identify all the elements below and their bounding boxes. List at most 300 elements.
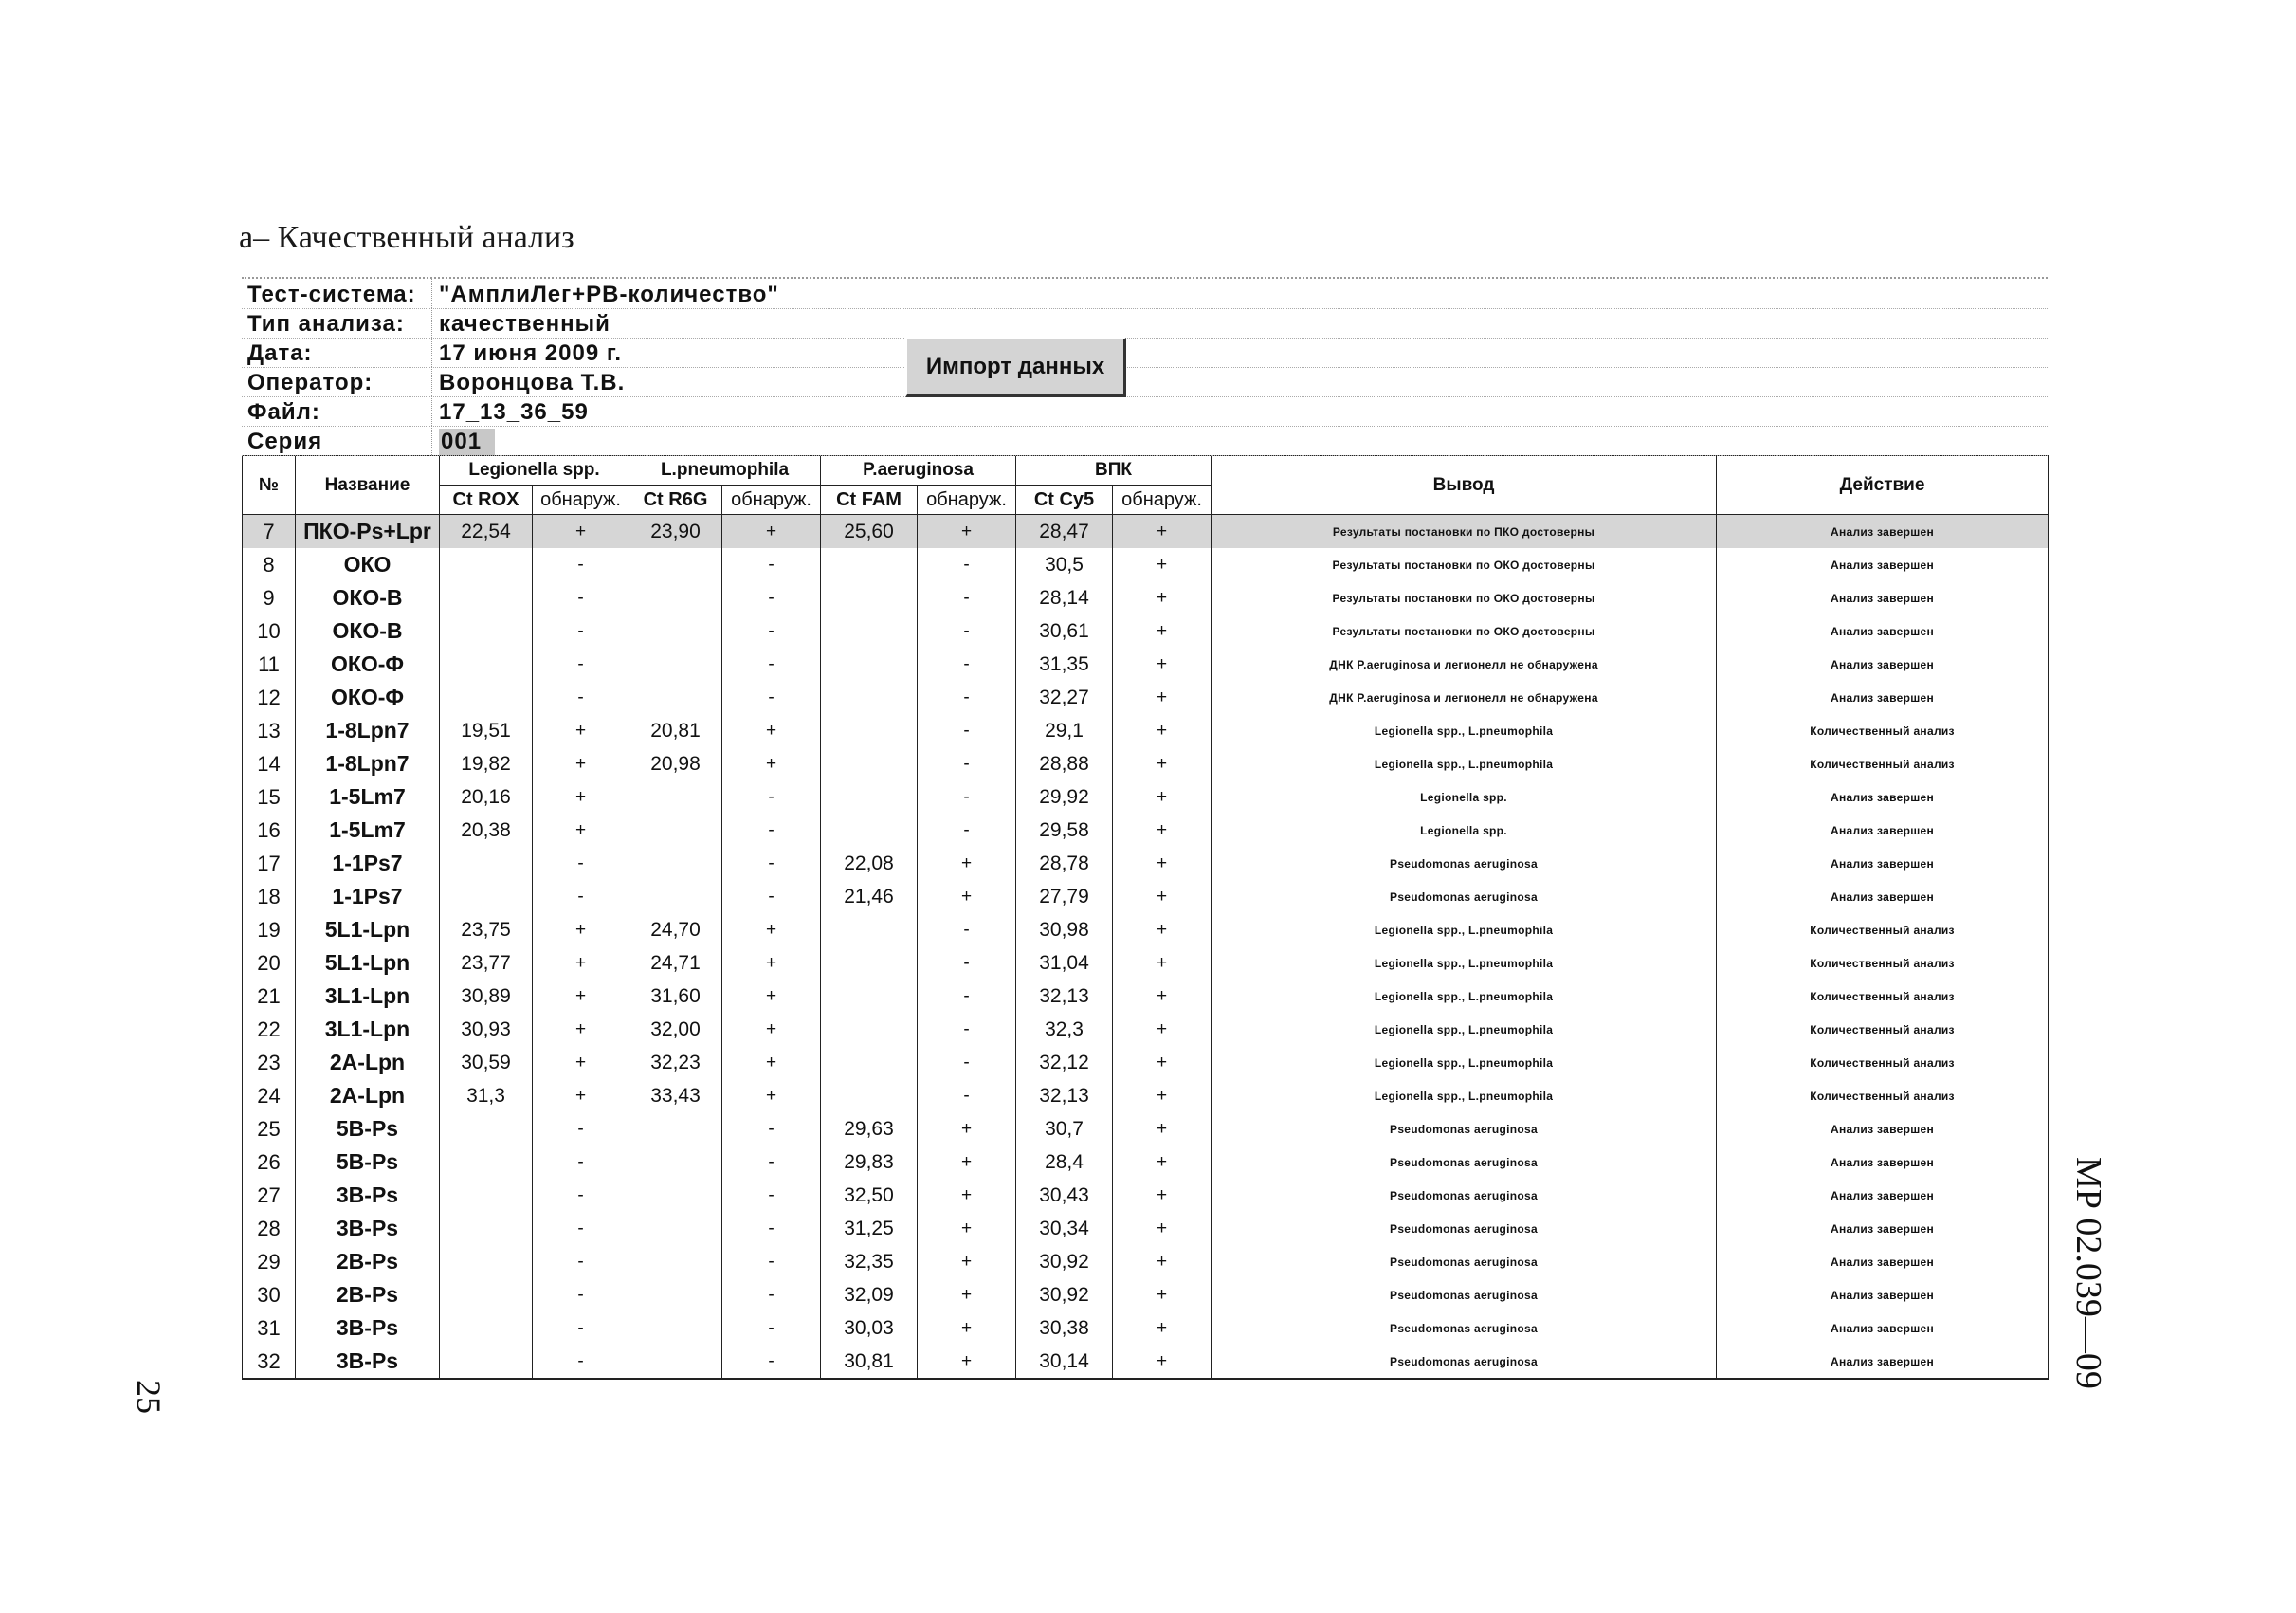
ct-r6g-value[interactable]: 31,60 bbox=[629, 980, 722, 1013]
row-number[interactable]: 16 bbox=[243, 814, 296, 847]
action-text[interactable]: Анализ завершен bbox=[1717, 1311, 2049, 1345]
ct-fam-value[interactable] bbox=[821, 548, 918, 581]
detect-rox[interactable]: + bbox=[533, 946, 629, 980]
detect-fam[interactable]: + bbox=[918, 1311, 1016, 1345]
ct-fam-value[interactable]: 29,63 bbox=[821, 1112, 918, 1146]
ct-r6g-value[interactable] bbox=[629, 581, 722, 614]
row-number[interactable]: 9 bbox=[243, 581, 296, 614]
action-text[interactable]: Анализ завершен bbox=[1717, 614, 2049, 648]
action-text[interactable]: Анализ завершен bbox=[1717, 681, 2049, 714]
detect-rox[interactable]: + bbox=[533, 913, 629, 946]
sample-name[interactable]: 3B-Ps bbox=[296, 1179, 440, 1212]
detect-rox[interactable]: + bbox=[533, 980, 629, 1013]
ct-r6g-value[interactable]: 20,81 bbox=[629, 714, 722, 747]
conclusion-text[interactable]: Pseudomonas aeruginosa bbox=[1212, 1112, 1717, 1146]
detect-rox[interactable]: - bbox=[533, 614, 629, 648]
ct-fam-value[interactable]: 32,50 bbox=[821, 1179, 918, 1212]
detect-cy5[interactable]: + bbox=[1113, 980, 1212, 1013]
ct-rox-value[interactable]: 20,16 bbox=[440, 780, 533, 814]
conclusion-text[interactable]: Pseudomonas aeruginosa bbox=[1212, 1212, 1717, 1245]
detect-r6g[interactable]: + bbox=[722, 515, 821, 549]
action-text[interactable]: Анализ завершен bbox=[1717, 1179, 2049, 1212]
ct-r6g-value[interactable]: 32,00 bbox=[629, 1013, 722, 1046]
ct-r6g-value[interactable] bbox=[629, 780, 722, 814]
ct-rox-value[interactable] bbox=[440, 847, 533, 880]
ct-rox-value[interactable]: 30,93 bbox=[440, 1013, 533, 1046]
detect-rox[interactable]: + bbox=[533, 515, 629, 549]
table-row[interactable] bbox=[243, 648, 2049, 681]
sample-name[interactable]: 1-1Ps7 bbox=[296, 880, 440, 913]
conclusion-text[interactable]: Legionella spp. bbox=[1212, 814, 1717, 847]
ct-cy5-value[interactable]: 30,7 bbox=[1016, 1112, 1113, 1146]
ct-cy5-value[interactable]: 29,92 bbox=[1016, 780, 1113, 814]
detect-rox[interactable]: + bbox=[533, 780, 629, 814]
table-row[interactable] bbox=[243, 681, 2049, 714]
detect-rox[interactable]: + bbox=[533, 1046, 629, 1079]
sample-name[interactable]: ОКО-В bbox=[296, 581, 440, 614]
conclusion-text[interactable]: Результаты постановки по ОКО достоверны bbox=[1212, 614, 1717, 648]
detect-cy5[interactable]: + bbox=[1113, 1345, 1212, 1379]
series-value[interactable]: 001 bbox=[439, 429, 495, 455]
ct-fam-value[interactable]: 25,60 bbox=[821, 515, 918, 549]
sample-name[interactable]: 2B-Ps bbox=[296, 1278, 440, 1311]
detect-fam[interactable]: + bbox=[918, 1245, 1016, 1278]
action-text[interactable]: Анализ завершен bbox=[1717, 1212, 2049, 1245]
ct-rox-value[interactable]: 19,51 bbox=[440, 714, 533, 747]
ct-rox-value[interactable] bbox=[440, 1278, 533, 1311]
detect-r6g[interactable]: + bbox=[722, 980, 821, 1013]
row-number[interactable]: 31 bbox=[243, 1311, 296, 1345]
detect-cy5[interactable]: + bbox=[1113, 1046, 1212, 1079]
ct-r6g-value[interactable] bbox=[629, 648, 722, 681]
detect-fam[interactable]: - bbox=[918, 946, 1016, 980]
ct-cy5-value[interactable]: 29,1 bbox=[1016, 714, 1113, 747]
ct-fam-value[interactable] bbox=[821, 980, 918, 1013]
ct-cy5-value[interactable]: 28,4 bbox=[1016, 1146, 1113, 1179]
ct-fam-value[interactable]: 22,08 bbox=[821, 847, 918, 880]
action-text[interactable]: Анализ завершен bbox=[1717, 1278, 2049, 1311]
detect-rox[interactable]: - bbox=[533, 1179, 629, 1212]
action-text[interactable]: Анализ завершен bbox=[1717, 780, 2049, 814]
ct-cy5-value[interactable]: 28,47 bbox=[1016, 515, 1113, 549]
detect-rox[interactable]: + bbox=[533, 747, 629, 780]
detect-cy5[interactable]: + bbox=[1113, 614, 1212, 648]
table-row[interactable] bbox=[243, 814, 2049, 847]
ct-r6g-value[interactable] bbox=[629, 1212, 722, 1245]
detect-r6g[interactable]: - bbox=[722, 847, 821, 880]
detect-r6g[interactable]: - bbox=[722, 1146, 821, 1179]
table-row[interactable] bbox=[243, 581, 2049, 614]
table-row[interactable] bbox=[243, 1179, 2049, 1212]
ct-cy5-value[interactable]: 30,61 bbox=[1016, 614, 1113, 648]
conclusion-text[interactable]: Legionella spp., L.pneumophila bbox=[1212, 946, 1717, 980]
sample-name[interactable]: 1-5Lm7 bbox=[296, 814, 440, 847]
detect-r6g[interactable]: - bbox=[722, 681, 821, 714]
ct-cy5-value[interactable]: 32,27 bbox=[1016, 681, 1113, 714]
detect-rox[interactable]: - bbox=[533, 1345, 629, 1379]
detect-rox[interactable]: - bbox=[533, 1112, 629, 1146]
row-number[interactable]: 23 bbox=[243, 1046, 296, 1079]
table-row[interactable] bbox=[243, 1311, 2049, 1345]
sample-name[interactable]: 5B-Ps bbox=[296, 1146, 440, 1179]
ct-cy5-value[interactable]: 32,12 bbox=[1016, 1046, 1113, 1079]
detect-cy5[interactable]: + bbox=[1113, 1079, 1212, 1112]
ct-fam-value[interactable] bbox=[821, 780, 918, 814]
sample-name[interactable]: 5B-Ps bbox=[296, 1112, 440, 1146]
detect-fam[interactable]: + bbox=[918, 1179, 1016, 1212]
detect-fam[interactable]: + bbox=[918, 1345, 1016, 1379]
detect-cy5[interactable]: + bbox=[1113, 1179, 1212, 1212]
detect-fam[interactable]: - bbox=[918, 814, 1016, 847]
detect-rox[interactable]: - bbox=[533, 1278, 629, 1311]
table-row[interactable] bbox=[243, 913, 2049, 946]
row-number[interactable]: 27 bbox=[243, 1179, 296, 1212]
row-number[interactable]: 25 bbox=[243, 1112, 296, 1146]
sample-name[interactable]: ОКО-Ф bbox=[296, 681, 440, 714]
conclusion-text[interactable]: ДНК P.aeruginosa и легионелл не обнаружена bbox=[1212, 681, 1717, 714]
row-number[interactable]: 10 bbox=[243, 614, 296, 648]
ct-rox-value[interactable] bbox=[440, 581, 533, 614]
sample-name[interactable]: ОКО-В bbox=[296, 614, 440, 648]
ct-fam-value[interactable] bbox=[821, 946, 918, 980]
ct-rox-value[interactable] bbox=[440, 614, 533, 648]
detect-r6g[interactable]: - bbox=[722, 1212, 821, 1245]
ct-cy5-value[interactable]: 30,5 bbox=[1016, 548, 1113, 581]
sample-name[interactable]: 5L1-Lpn bbox=[296, 913, 440, 946]
row-number[interactable]: 18 bbox=[243, 880, 296, 913]
ct-rox-value[interactable] bbox=[440, 1245, 533, 1278]
ct-cy5-value[interactable]: 30,98 bbox=[1016, 913, 1113, 946]
conclusion-text[interactable]: Pseudomonas aeruginosa bbox=[1212, 880, 1717, 913]
ct-rox-value[interactable]: 23,77 bbox=[440, 946, 533, 980]
ct-fam-value[interactable]: 30,81 bbox=[821, 1345, 918, 1379]
action-text[interactable]: Анализ завершен bbox=[1717, 1146, 2049, 1179]
detect-cy5[interactable]: + bbox=[1113, 1311, 1212, 1345]
table-row[interactable] bbox=[243, 1112, 2049, 1146]
sample-name[interactable]: 2A-Lpn bbox=[296, 1079, 440, 1112]
detect-fam[interactable]: - bbox=[918, 548, 1016, 581]
detect-rox[interactable]: - bbox=[533, 1245, 629, 1278]
detect-fam[interactable]: + bbox=[918, 880, 1016, 913]
ct-r6g-value[interactable] bbox=[629, 548, 722, 581]
detect-fam[interactable]: + bbox=[918, 1212, 1016, 1245]
detect-cy5[interactable]: + bbox=[1113, 581, 1212, 614]
table-row[interactable] bbox=[243, 1079, 2049, 1112]
action-text[interactable]: Анализ завершен bbox=[1717, 814, 2049, 847]
detect-r6g[interactable]: - bbox=[722, 581, 821, 614]
ct-rox-value[interactable]: 23,75 bbox=[440, 913, 533, 946]
conclusion-text[interactable]: Legionella spp. bbox=[1212, 780, 1717, 814]
sample-name[interactable]: 3L1-Lpn bbox=[296, 980, 440, 1013]
sample-name[interactable]: 3B-Ps bbox=[296, 1212, 440, 1245]
detect-fam[interactable]: - bbox=[918, 581, 1016, 614]
ct-cy5-value[interactable]: 30,43 bbox=[1016, 1179, 1113, 1212]
detect-cy5[interactable]: + bbox=[1113, 1278, 1212, 1311]
detect-rox[interactable]: - bbox=[533, 681, 629, 714]
detect-fam[interactable]: - bbox=[918, 980, 1016, 1013]
ct-r6g-value[interactable] bbox=[629, 1179, 722, 1212]
ct-r6g-value[interactable] bbox=[629, 1245, 722, 1278]
conclusion-text[interactable]: Legionella spp., L.pneumophila bbox=[1212, 714, 1717, 747]
detect-rox[interactable]: - bbox=[533, 880, 629, 913]
ct-fam-value[interactable] bbox=[821, 814, 918, 847]
row-number[interactable]: 11 bbox=[243, 648, 296, 681]
detect-r6g[interactable]: - bbox=[722, 1278, 821, 1311]
detect-r6g[interactable]: - bbox=[722, 780, 821, 814]
ct-rox-value[interactable] bbox=[440, 1345, 533, 1379]
table-row[interactable] bbox=[243, 880, 2049, 913]
sample-name[interactable]: ОКО bbox=[296, 548, 440, 581]
detect-cy5[interactable]: + bbox=[1113, 780, 1212, 814]
row-number[interactable]: 19 bbox=[243, 913, 296, 946]
conclusion-text[interactable]: Legionella spp., L.pneumophila bbox=[1212, 913, 1717, 946]
table-row[interactable] bbox=[243, 1146, 2049, 1179]
detect-rox[interactable]: - bbox=[533, 548, 629, 581]
ct-r6g-value[interactable] bbox=[629, 1311, 722, 1345]
ct-r6g-value[interactable]: 20,98 bbox=[629, 747, 722, 780]
sample-name[interactable]: ПКО-Ps+Lpr bbox=[296, 515, 440, 549]
table-row[interactable] bbox=[243, 714, 2049, 747]
conclusion-text[interactable]: Pseudomonas aeruginosa bbox=[1212, 1146, 1717, 1179]
ct-rox-value[interactable] bbox=[440, 1311, 533, 1345]
detect-fam[interactable]: + bbox=[918, 1112, 1016, 1146]
detect-r6g[interactable]: + bbox=[722, 747, 821, 780]
table-row[interactable] bbox=[243, 548, 2049, 581]
detect-fam[interactable]: + bbox=[918, 1278, 1016, 1311]
detect-rox[interactable]: - bbox=[533, 847, 629, 880]
detect-cy5[interactable]: + bbox=[1113, 1013, 1212, 1046]
detect-cy5[interactable]: + bbox=[1113, 946, 1212, 980]
row-number[interactable]: 20 bbox=[243, 946, 296, 980]
detect-cy5[interactable]: + bbox=[1113, 847, 1212, 880]
row-number[interactable]: 8 bbox=[243, 548, 296, 581]
ct-r6g-value[interactable] bbox=[629, 847, 722, 880]
detect-fam[interactable]: - bbox=[918, 913, 1016, 946]
ct-rox-value[interactable] bbox=[440, 1146, 533, 1179]
ct-cy5-value[interactable]: 32,13 bbox=[1016, 980, 1113, 1013]
detect-cy5[interactable]: + bbox=[1113, 648, 1212, 681]
detect-cy5[interactable]: + bbox=[1113, 913, 1212, 946]
action-text[interactable]: Анализ завершен bbox=[1717, 515, 2049, 549]
ct-r6g-value[interactable]: 24,70 bbox=[629, 913, 722, 946]
ct-rox-value[interactable]: 22,54 bbox=[440, 515, 533, 549]
detect-rox[interactable]: - bbox=[533, 1212, 629, 1245]
detect-cy5[interactable]: + bbox=[1113, 1112, 1212, 1146]
detect-cy5[interactable]: + bbox=[1113, 1212, 1212, 1245]
ct-fam-value[interactable] bbox=[821, 747, 918, 780]
ct-fam-value[interactable]: 32,35 bbox=[821, 1245, 918, 1278]
detect-fam[interactable]: - bbox=[918, 648, 1016, 681]
ct-r6g-value[interactable] bbox=[629, 681, 722, 714]
ct-r6g-value[interactable]: 33,43 bbox=[629, 1079, 722, 1112]
detect-cy5[interactable]: + bbox=[1113, 1245, 1212, 1278]
row-number[interactable]: 12 bbox=[243, 681, 296, 714]
action-text[interactable]: Количественный анализ bbox=[1717, 980, 2049, 1013]
row-number[interactable]: 21 bbox=[243, 980, 296, 1013]
ct-cy5-value[interactable]: 27,79 bbox=[1016, 880, 1113, 913]
sample-name[interactable]: 1-1Ps7 bbox=[296, 847, 440, 880]
detect-rox[interactable]: - bbox=[533, 1311, 629, 1345]
row-number[interactable]: 29 bbox=[243, 1245, 296, 1278]
conclusion-text[interactable]: Pseudomonas aeruginosa bbox=[1212, 847, 1717, 880]
action-text[interactable]: Анализ завершен bbox=[1717, 1245, 2049, 1278]
action-text[interactable]: Количественный анализ bbox=[1717, 1013, 2049, 1046]
conclusion-text[interactable]: Результаты постановки по ОКО достоверны bbox=[1212, 581, 1717, 614]
conclusion-text[interactable]: Legionella spp., L.pneumophila bbox=[1212, 1046, 1717, 1079]
detect-cy5[interactable]: + bbox=[1113, 1146, 1212, 1179]
ct-fam-value[interactable]: 31,25 bbox=[821, 1212, 918, 1245]
ct-cy5-value[interactable]: 32,13 bbox=[1016, 1079, 1113, 1112]
detect-rox[interactable]: + bbox=[533, 1079, 629, 1112]
row-number[interactable]: 32 bbox=[243, 1345, 296, 1379]
ct-cy5-value[interactable]: 29,58 bbox=[1016, 814, 1113, 847]
action-text[interactable]: Количественный анализ bbox=[1717, 946, 2049, 980]
detect-r6g[interactable]: + bbox=[722, 1046, 821, 1079]
conclusion-text[interactable]: Результаты постановки по ПКО достоверны bbox=[1212, 515, 1717, 549]
conclusion-text[interactable]: Legionella spp., L.pneumophila bbox=[1212, 1013, 1717, 1046]
detect-cy5[interactable]: + bbox=[1113, 880, 1212, 913]
ct-rox-value[interactable]: 19,82 bbox=[440, 747, 533, 780]
action-text[interactable]: Анализ завершен bbox=[1717, 1112, 2049, 1146]
table-row[interactable] bbox=[243, 847, 2049, 880]
detect-fam[interactable]: - bbox=[918, 1013, 1016, 1046]
ct-rox-value[interactable] bbox=[440, 1112, 533, 1146]
detect-cy5[interactable]: + bbox=[1113, 747, 1212, 780]
table-row[interactable] bbox=[243, 980, 2049, 1013]
ct-cy5-value[interactable]: 30,38 bbox=[1016, 1311, 1113, 1345]
detect-r6g[interactable]: - bbox=[722, 1345, 821, 1379]
ct-cy5-value[interactable]: 30,14 bbox=[1016, 1345, 1113, 1379]
ct-rox-value[interactable] bbox=[440, 1212, 533, 1245]
table-row[interactable] bbox=[243, 747, 2049, 780]
ct-fam-value[interactable] bbox=[821, 1013, 918, 1046]
conclusion-text[interactable]: Pseudomonas aeruginosa bbox=[1212, 1179, 1717, 1212]
ct-fam-value[interactable] bbox=[821, 1079, 918, 1112]
detect-r6g[interactable]: + bbox=[722, 1079, 821, 1112]
detect-fam[interactable]: - bbox=[918, 714, 1016, 747]
action-text[interactable]: Количественный анализ bbox=[1717, 714, 2049, 747]
row-number[interactable]: 7 bbox=[243, 515, 296, 549]
ct-rox-value[interactable]: 31,3 bbox=[440, 1079, 533, 1112]
ct-rox-value[interactable]: 30,89 bbox=[440, 980, 533, 1013]
ct-r6g-value[interactable]: 23,90 bbox=[629, 515, 722, 549]
table-row[interactable] bbox=[243, 1046, 2049, 1079]
ct-r6g-value[interactable]: 24,71 bbox=[629, 946, 722, 980]
ct-r6g-value[interactable] bbox=[629, 880, 722, 913]
row-number[interactable]: 30 bbox=[243, 1278, 296, 1311]
detect-r6g[interactable]: - bbox=[722, 1112, 821, 1146]
conclusion-text[interactable]: Pseudomonas aeruginosa bbox=[1212, 1311, 1717, 1345]
table-row[interactable] bbox=[243, 1278, 2049, 1311]
conclusion-text[interactable]: Legionella spp., L.pneumophila bbox=[1212, 747, 1717, 780]
conclusion-text[interactable]: Результаты постановки по ОКО достоверны bbox=[1212, 548, 1717, 581]
ct-r6g-value[interactable] bbox=[629, 1278, 722, 1311]
conclusion-text[interactable]: Legionella spp., L.pneumophila bbox=[1212, 980, 1717, 1013]
detect-r6g[interactable]: + bbox=[722, 714, 821, 747]
ct-cy5-value[interactable]: 28,88 bbox=[1016, 747, 1113, 780]
detect-r6g[interactable]: - bbox=[722, 1245, 821, 1278]
ct-fam-value[interactable]: 29,83 bbox=[821, 1146, 918, 1179]
detect-fam[interactable]: + bbox=[918, 515, 1016, 549]
detect-fam[interactable]: - bbox=[918, 614, 1016, 648]
detect-r6g[interactable]: + bbox=[722, 913, 821, 946]
table-row[interactable] bbox=[243, 1013, 2049, 1046]
action-text[interactable]: Анализ завершен bbox=[1717, 648, 2049, 681]
detect-fam[interactable]: - bbox=[918, 681, 1016, 714]
ct-r6g-value[interactable]: 32,23 bbox=[629, 1046, 722, 1079]
table-row[interactable] bbox=[243, 515, 2049, 549]
ct-cy5-value[interactable]: 31,35 bbox=[1016, 648, 1113, 681]
ct-fam-value[interactable] bbox=[821, 1046, 918, 1079]
detect-fam[interactable]: + bbox=[918, 847, 1016, 880]
ct-cy5-value[interactable]: 32,3 bbox=[1016, 1013, 1113, 1046]
detect-r6g[interactable]: + bbox=[722, 1013, 821, 1046]
ct-fam-value[interactable] bbox=[821, 581, 918, 614]
table-row[interactable] bbox=[243, 946, 2049, 980]
sample-name[interactable]: 2A-Lpn bbox=[296, 1046, 440, 1079]
ct-rox-value[interactable]: 30,59 bbox=[440, 1046, 533, 1079]
detect-r6g[interactable]: - bbox=[722, 814, 821, 847]
import-data-button[interactable]: Импорт данных bbox=[905, 338, 1126, 397]
sample-name[interactable]: 1-5Lm7 bbox=[296, 780, 440, 814]
ct-r6g-value[interactable] bbox=[629, 1345, 722, 1379]
row-number[interactable]: 24 bbox=[243, 1079, 296, 1112]
sample-name[interactable]: 2B-Ps bbox=[296, 1245, 440, 1278]
detect-fam[interactable]: - bbox=[918, 1046, 1016, 1079]
action-text[interactable]: Количественный анализ bbox=[1717, 1046, 2049, 1079]
ct-rox-value[interactable] bbox=[440, 880, 533, 913]
row-number[interactable]: 28 bbox=[243, 1212, 296, 1245]
table-row[interactable] bbox=[243, 614, 2049, 648]
detect-r6g[interactable]: - bbox=[722, 880, 821, 913]
detect-r6g[interactable]: - bbox=[722, 614, 821, 648]
sample-name[interactable]: 3B-Ps bbox=[296, 1345, 440, 1379]
conclusion-text[interactable]: Pseudomonas aeruginosa bbox=[1212, 1345, 1717, 1379]
conclusion-text[interactable]: ДНК P.aeruginosa и легионелл не обнаружена bbox=[1212, 648, 1717, 681]
ct-fam-value[interactable] bbox=[821, 681, 918, 714]
detect-r6g[interactable]: - bbox=[722, 548, 821, 581]
action-text[interactable]: Анализ завершен bbox=[1717, 847, 2049, 880]
detect-cy5[interactable]: + bbox=[1113, 714, 1212, 747]
conclusion-text[interactable]: Pseudomonas aeruginosa bbox=[1212, 1278, 1717, 1311]
sample-name[interactable]: 1-8Lpn7 bbox=[296, 714, 440, 747]
table-row[interactable] bbox=[243, 1245, 2049, 1278]
sample-name[interactable]: 3L1-Lpn bbox=[296, 1013, 440, 1046]
detect-cy5[interactable]: + bbox=[1113, 814, 1212, 847]
action-text[interactable]: Количественный анализ bbox=[1717, 913, 2049, 946]
table-row[interactable] bbox=[243, 1212, 2049, 1245]
ct-rox-value[interactable] bbox=[440, 1179, 533, 1212]
ct-rox-value[interactable] bbox=[440, 548, 533, 581]
detect-rox[interactable]: + bbox=[533, 714, 629, 747]
ct-cy5-value[interactable]: 31,04 bbox=[1016, 946, 1113, 980]
ct-r6g-value[interactable] bbox=[629, 1112, 722, 1146]
action-text[interactable]: Анализ завершен bbox=[1717, 548, 2049, 581]
detect-r6g[interactable]: - bbox=[722, 1311, 821, 1345]
action-text[interactable]: Анализ завершен bbox=[1717, 1345, 2049, 1379]
ct-r6g-value[interactable] bbox=[629, 814, 722, 847]
detect-r6g[interactable]: - bbox=[722, 1179, 821, 1212]
row-number[interactable]: 15 bbox=[243, 780, 296, 814]
detect-fam[interactable]: - bbox=[918, 780, 1016, 814]
detect-rox[interactable]: + bbox=[533, 1013, 629, 1046]
sample-name[interactable]: 1-8Lpn7 bbox=[296, 747, 440, 780]
ct-r6g-value[interactable] bbox=[629, 1146, 722, 1179]
ct-cy5-value[interactable]: 28,14 bbox=[1016, 581, 1113, 614]
detect-cy5[interactable]: + bbox=[1113, 681, 1212, 714]
ct-cy5-value[interactable]: 30,92 bbox=[1016, 1278, 1113, 1311]
ct-cy5-value[interactable]: 30,92 bbox=[1016, 1245, 1113, 1278]
